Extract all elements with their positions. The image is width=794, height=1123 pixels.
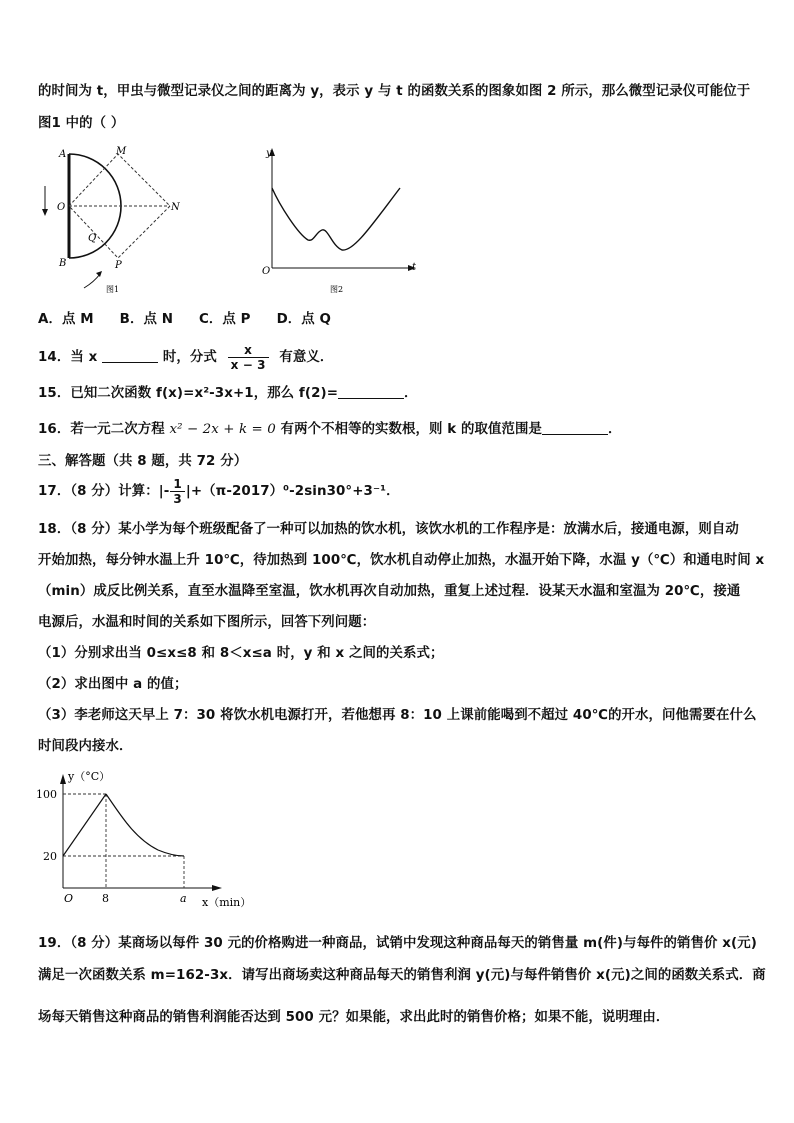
graph-tick-a: a xyxy=(180,892,187,905)
q18-sub-3a: （3）李老师这天早上 7：30 将饮水机电源打开，若他想再 8：10 上课前能喝到不超过 40℃的开水，问他需要在什么 xyxy=(38,708,757,723)
q14-mid: 时，分式 xyxy=(162,350,217,365)
q13-text-line-1: 的时间为 t，甲虫与微型记录仪之间的距离为 y，表示 y 与 t 的函数关系的图象如图 2 所示，那么微型记录仪可能位于 xyxy=(38,84,751,99)
graph-tick-100: 100 xyxy=(36,788,57,801)
graph-tick-20: 20 xyxy=(43,850,57,863)
heating-line xyxy=(63,794,106,856)
question-14 xyxy=(38,342,758,374)
option-b[interactable]: B．点 N xyxy=(119,312,173,327)
q13-text-line-2: 图1 中的（ ） xyxy=(38,116,125,131)
q14-frac-den: x − 3 xyxy=(228,357,269,372)
label-q: Q xyxy=(88,233,97,244)
q14-suffix: 有意义． xyxy=(279,350,334,365)
question-16 xyxy=(38,420,758,440)
arrow-down-head xyxy=(42,209,48,216)
section-3-title: 三、解答题（共 8 题，共 72 分） xyxy=(38,454,248,469)
q18-line-1: 18．（8 分）某小学为每个班级配备了一种可以加热的饮水机，该饮水机的工作程序是：放满水后，接通电源，则自动 xyxy=(38,522,739,537)
figure-1 xyxy=(38,142,198,328)
axis-label-y: y xyxy=(266,148,272,159)
label-m: M xyxy=(116,146,127,157)
figure-1-caption: 图1 xyxy=(106,285,120,294)
label-a: A xyxy=(59,149,67,160)
graph-ylabel: y（°C） xyxy=(68,770,111,783)
q14-prefix: 14．当 x xyxy=(38,350,98,365)
q17-frac-den: 3 xyxy=(170,491,184,506)
q18-line-3: （min）成反比例关系，直至水温降至室温，饮水机再次自动加热，重复上述过程．设某天水温和室温为 20℃，接通 xyxy=(38,584,741,599)
y-t-curve xyxy=(272,188,400,250)
graph-xlabel: x（min） xyxy=(202,896,252,909)
q13-options xyxy=(38,310,758,330)
q17-suffix: |+（π-2017）⁰-2sin30°+3⁻¹． xyxy=(185,484,400,499)
label-p: P xyxy=(115,260,122,271)
q19-line-1: 19．（8 分）某商场以每件 30 元的价格购进一种商品，试销中发现这种商品每天的销售量 m(件)与每件的销售价 x(元) xyxy=(38,936,757,951)
graph-x-axis-arrow xyxy=(212,885,222,891)
q18-sub-3b: 时间段内接水． xyxy=(38,739,133,754)
graph-tick-8: 8 xyxy=(102,892,109,905)
q16-suffix: ． xyxy=(607,422,622,437)
graph-origin: O xyxy=(64,892,74,905)
q14-answer-blank[interactable] xyxy=(102,348,158,363)
label-n: N xyxy=(171,202,180,213)
q19-line-3: 场每天销售这种商品的销售利润能否达到 500 元？如果能，求出此时的销售价格；如果不能，说明理由． xyxy=(38,1010,670,1025)
axis-label-t: t xyxy=(412,262,417,273)
q14-frac-num: x xyxy=(244,342,253,357)
q17-frac-num: 1 xyxy=(173,476,182,491)
q15-answer-blank[interactable] xyxy=(338,384,404,399)
q15-text: 15．已知二次函数 f(x)=x²-3x+1，那么 f(2)= xyxy=(38,386,339,401)
figure-2-caption: 图2 xyxy=(330,285,344,294)
question-15 xyxy=(38,384,758,404)
option-c[interactable]: C．点 P xyxy=(199,312,251,327)
q18-graph xyxy=(30,762,270,922)
figure-2 xyxy=(258,142,428,302)
q16-answer-blank[interactable] xyxy=(542,420,608,435)
cooling-curve xyxy=(106,794,184,856)
q17-fraction xyxy=(170,477,184,506)
origin-label: O xyxy=(262,266,271,277)
q16-prefix: 16．若一元二次方程 xyxy=(38,422,165,437)
q18-sub-1: （1）分别求出当 0≤x≤8 和 8＜x≤a 时，y 和 x 之间的关系式； xyxy=(38,646,444,661)
graph-y-axis-arrow xyxy=(60,774,66,784)
q15-suffix: ． xyxy=(404,386,418,401)
q18-line-2: 开始加热，每分钟水温上升 10℃，待加热到 100℃，饮水机自动停止加热，水温开始下降，水温 y（℃）和通电时间 x xyxy=(38,553,765,568)
option-a[interactable]: A．点 M xyxy=(38,312,94,327)
question-17 xyxy=(38,476,758,508)
label-o: O xyxy=(57,202,66,213)
q19-line-2: 满足一次函数关系 m=162-3x．请写出商场卖这种商品每天的销售利润 y(元)与每件销售价 x(元)之间的函数关系式．商 xyxy=(38,968,766,983)
q14-fraction xyxy=(228,343,269,372)
q17-prefix: 17．（8 分）计算：|- xyxy=(38,484,170,499)
option-d[interactable]: D．点 Q xyxy=(276,312,332,327)
label-b: B xyxy=(59,258,67,269)
q18-sub-2: （2）求出图中 a 的值； xyxy=(38,677,188,692)
q16-equation: x² − 2x + k = 0 xyxy=(169,422,276,437)
q18-line-4: 电源后，水温和时间的关系如下图所示，回答下列问题： xyxy=(38,615,376,630)
q16-mid: 有两个不相等的实数根，则 k 的取值范围是 xyxy=(280,422,542,437)
arrow-curve-head xyxy=(96,271,102,277)
arrow-curve xyxy=(84,274,100,288)
